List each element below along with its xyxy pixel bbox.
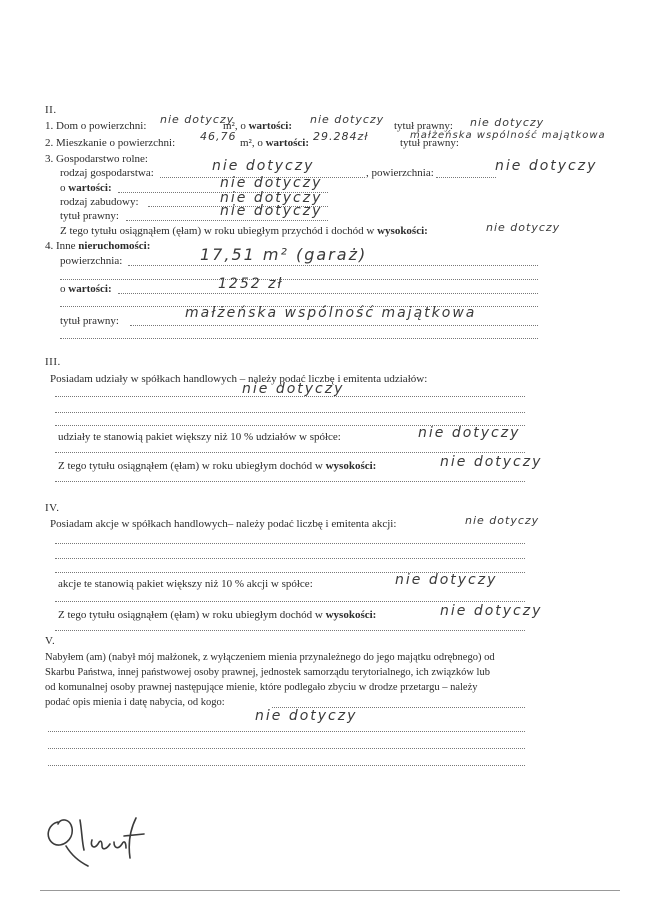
house-value-handwriting: nie dotyczy: [310, 113, 385, 126]
house-title-label: tytuł prawny:: [394, 120, 453, 132]
farm-title-handwriting: nie dotyczy: [220, 203, 323, 219]
house-title-handwriting: nie dotyczy: [470, 116, 545, 129]
flat-label: 2. Mieszkanie o powierzchni:: [45, 137, 176, 149]
section-v-heading: V.: [45, 635, 56, 647]
other-value-handwriting: 1252 zł: [218, 276, 284, 292]
flat-title-label: tytuł prawny:: [400, 137, 459, 149]
other-blank-dots-1: [60, 279, 538, 280]
shares-text: Posiadam udziały w spółkach handlowych – należy podać liczbę i emitenta udziałów:: [50, 373, 428, 385]
farm-area-handwriting: nie dotyczy: [495, 158, 598, 174]
shares-handwriting: nie dotyczy: [242, 381, 345, 397]
stocks-dots-5: [55, 630, 525, 631]
farm-building-handwriting: nie dotyczy: [220, 190, 323, 206]
shares-income-text: [58, 460, 376, 473]
acquired-dots-3: [48, 765, 525, 766]
other-blank-dots-3: [60, 338, 538, 339]
stocks-dots-2: [55, 558, 525, 559]
farm-income-amount-label: wysokości:: [377, 225, 428, 237]
stocks-text: Posiadam akcje w spółkach handlowych– należy podać liczbę i emitenta akcji:: [50, 518, 397, 530]
stocks-income-amount-label: wysokości:: [325, 609, 377, 621]
stocks-pakiet-text: akcje te stanowią pakiet większy niż 10 % akcji w spółce:: [58, 578, 313, 590]
other-value-dots: [118, 293, 538, 294]
shares-income-handwriting: nie dotyczy: [440, 454, 543, 470]
other-area-dots: [128, 265, 538, 266]
stocks-dots-1: [55, 543, 525, 544]
acquired-handwriting: nie dotyczy: [255, 708, 358, 724]
farm-value-o: o: [60, 182, 66, 194]
shares-income-amount-label: wysokości:: [325, 460, 377, 472]
signature: [40, 800, 180, 870]
farm-value-handwriting: nie dotyczy: [220, 175, 323, 191]
section-ii-heading: II.: [45, 104, 57, 116]
stocks-income-text: [58, 609, 376, 622]
shares-dots-2: [55, 412, 525, 413]
house-area-handwriting: nie dotyczy: [160, 113, 235, 126]
shares-pakiet-text: udziały te stanowią pakiet większy niż 10 % udziałów w spółce:: [58, 431, 341, 443]
farm-title-dots: [126, 220, 328, 221]
other-value-label: [60, 283, 112, 296]
farm-income-handwriting: nie dotyczy: [486, 221, 561, 234]
section-iv-heading: IV.: [45, 502, 60, 514]
stocks-handwriting: nie dotyczy: [465, 514, 540, 527]
other-property-word: nieruchomości:: [78, 240, 151, 252]
other-title-handwriting: małżeńska wspólność majątkowa: [185, 305, 477, 321]
other-area-handwriting: 17,51 m² (garaż): [200, 245, 368, 264]
farm-value-word: wartości:: [68, 182, 112, 194]
farm-type-label: rodzaj gospodarstwa:: [60, 167, 154, 179]
farm-income-label: [60, 225, 428, 238]
shares-dots-5: [55, 481, 525, 482]
acquired-dots-2: [48, 748, 525, 749]
acquired-line-1: Nabyłem (am) (nabył mój małżonek, z wyłączeniem mienia przynależnego do jego majątku odrębnego) od: [45, 652, 495, 663]
stocks-income-label: Z tego tytułu osiągnąłem (ęłam) w roku ubiegłym dochód w: [58, 609, 323, 621]
farm-title-label: tytuł prawny:: [60, 210, 119, 222]
flat-area-handwriting: 46,76: [200, 130, 237, 143]
stocks-dots-4: [55, 601, 525, 602]
other-value-word: wartości:: [68, 283, 112, 295]
farm-area-label: , powierzchnia:: [366, 167, 434, 179]
stocks-pakiet-handwriting: nie dotyczy: [395, 572, 498, 588]
row-house: [45, 120, 146, 133]
farm-income-text: Z tego tytułu osiągnąłem (ęłam) w roku ubiegłym przychód i dochód w: [60, 225, 375, 237]
flat-value-handwriting: 29.284zł: [313, 130, 369, 143]
other-area-label: powierzchnia:: [60, 255, 123, 267]
flat-unit: [240, 137, 309, 150]
other-property-label: [45, 240, 150, 253]
farm-area-dots: [436, 177, 496, 178]
acquired-dots-1: [48, 731, 525, 732]
acquired-line-4: podać opis mienia i datę nabycia, od kogo:: [45, 697, 225, 708]
section-iii-heading: III.: [45, 356, 61, 368]
shares-dots-4: [55, 452, 525, 453]
farm-label: 3. Gospodarstwo rolne:: [45, 153, 148, 165]
other-property-number: 4. Inne: [45, 240, 76, 252]
house-unit-text: m², o: [223, 120, 246, 132]
other-title-dots: [130, 325, 538, 326]
flat-unit-text: m², o: [240, 137, 263, 149]
acquired-line-2: Skarbu Państwa, innej państwowej osoby prawnej, jednostek samorządu terytorialnego, ich związków lub: [45, 667, 490, 678]
stocks-income-handwriting: nie dotyczy: [440, 603, 543, 619]
shares-dots-1: [55, 396, 525, 397]
shares-income-label: Z tego tytułu osiągnąłem (ęłam) w roku ubiegłym dochód w: [58, 460, 323, 472]
house-value-label: wartości:: [248, 120, 292, 132]
farm-value-label: [60, 182, 112, 195]
farm-building-label: rodzaj zabudowy:: [60, 196, 139, 208]
other-title-label: tytuł prawny:: [60, 315, 119, 327]
other-value-o: o: [60, 283, 66, 295]
flat-title-handwriting: małżeńska wspólność majątkowa: [410, 130, 606, 141]
shares-pakiet-handwriting: nie dotyczy: [418, 425, 521, 441]
farm-type-handwriting: nie dotyczy: [212, 158, 315, 174]
bottom-rule: [40, 890, 620, 891]
acquired-line-3: od komunalnej osoby prawnej następujące mienie, które podlegało zbyciu w drodze przetargu – należy: [45, 682, 478, 693]
house-label: 1. Dom o powierzchni:: [45, 120, 147, 132]
flat-value-label: wartości:: [265, 137, 309, 149]
